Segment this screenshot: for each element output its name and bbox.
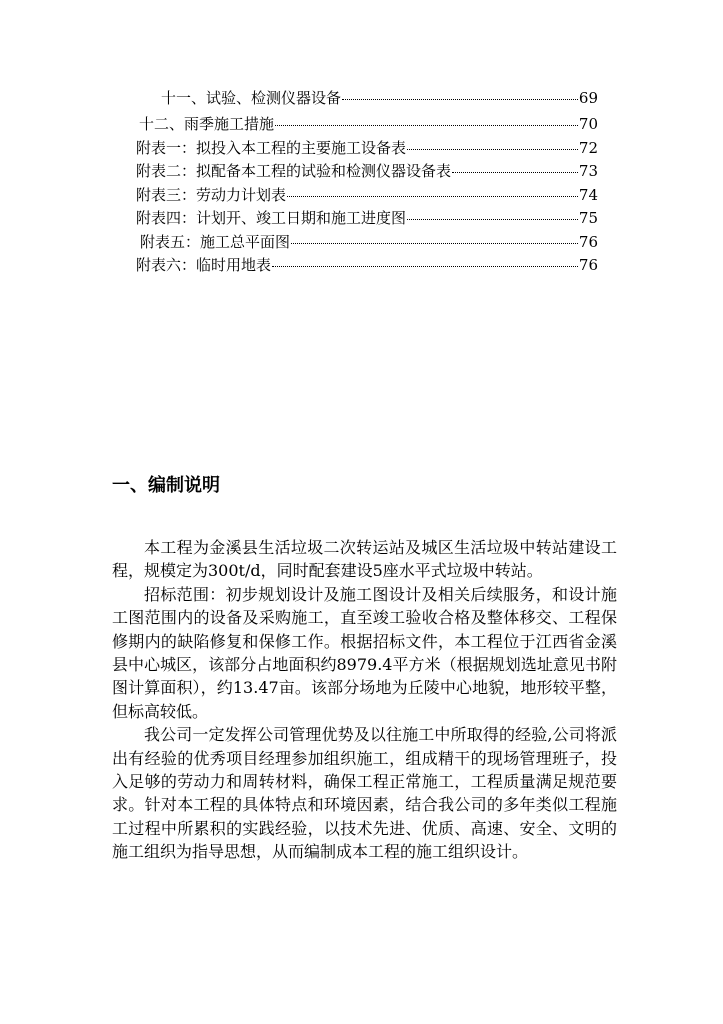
toc-entry-page: 76 — [578, 233, 598, 251]
toc-leader-dots — [287, 182, 578, 197]
toc-entry — [140, 232, 598, 252]
toc-leader-dots — [291, 229, 578, 244]
toc-leader-dots — [275, 111, 578, 126]
toc-entry-label: 附表五：施工总平面图 — [140, 233, 291, 251]
toc-entry-page: 75 — [578, 209, 598, 227]
toc-entry-page: 70 — [578, 115, 598, 133]
body-paragraph: 本工程为金溪县生活垃圾二次转运站及城区生活垃圾中转站建设工程，规模定为300t/d，同时配套建设5座水平式垃圾中转站。 — [112, 538, 617, 581]
toc-entry-label: 十二、雨季施工措施 — [139, 115, 275, 133]
toc-leader-dots — [452, 158, 578, 173]
body-paragraph: 招标范围：初步规划设计及施工图设计及相关后续服务，和设计施工图范围内的设备及采购施工，直至竣工验收合格及整体移交、工程保修期内的缺陷修复和保修工作。根据招标文件，本工程位于江西省金溪县中心城区，该部分占地面积约8979.4平方米（根据规划选址意见书附图计算面积），约13.47亩。该部分场地为丘陵中心地貌，地形较平整，但标高较低。 — [112, 584, 617, 721]
toc-entry-page: 69 — [578, 89, 598, 107]
toc-entry-label: 附表四：计划开、竣工日期和施工进度图 — [136, 209, 407, 227]
toc-entry-label: 附表三：劳动力计划表 — [136, 186, 287, 204]
toc-entry-label: 附表六：临时用地表 — [136, 256, 272, 274]
section-body — [112, 536, 617, 864]
toc-leader-dots — [407, 135, 578, 150]
toc-entry-label: 附表二：拟配备本工程的试验和检测仪器设备表 — [136, 162, 452, 180]
toc-leader-dots — [407, 205, 578, 220]
toc-entry — [139, 114, 598, 134]
toc-entry — [136, 185, 598, 205]
toc-entry — [136, 208, 598, 228]
body-paragraph: 我公司一定发挥公司管理优势及以往施工中所取得的经验,公司将派出有经验的优秀项目经理参加组织施工，组成精干的现场管理班子，投入足够的劳动力和周转材料，确保工程正常施工，工程质量满足规范要求。针对本工程的具体特点和环境因素，结合我公司的多年类似工程施工过程中所累积的实践经验，以技术先进、优质、高速、安全、文明的施工组织为指导思想，从而编制成本工程的施工组织设计。 — [112, 725, 617, 862]
toc-leader-dots — [272, 252, 578, 267]
toc-entry — [136, 161, 598, 181]
toc-entry — [136, 255, 598, 275]
toc-entry-page: 76 — [578, 256, 598, 274]
toc-leader-dots — [342, 85, 578, 100]
toc-entry-page: 74 — [578, 186, 598, 204]
toc-entry-page: 72 — [578, 139, 598, 157]
toc-entry-label: 十一、试验、检测仪器设备 — [161, 89, 342, 107]
toc-entry — [161, 88, 598, 108]
section-heading: 一、编制说明 — [112, 475, 220, 496]
toc-entry-label: 附表一：拟投入本工程的主要施工设备表 — [136, 139, 407, 157]
toc-entry-page: 73 — [578, 162, 598, 180]
toc-entry — [136, 138, 598, 158]
